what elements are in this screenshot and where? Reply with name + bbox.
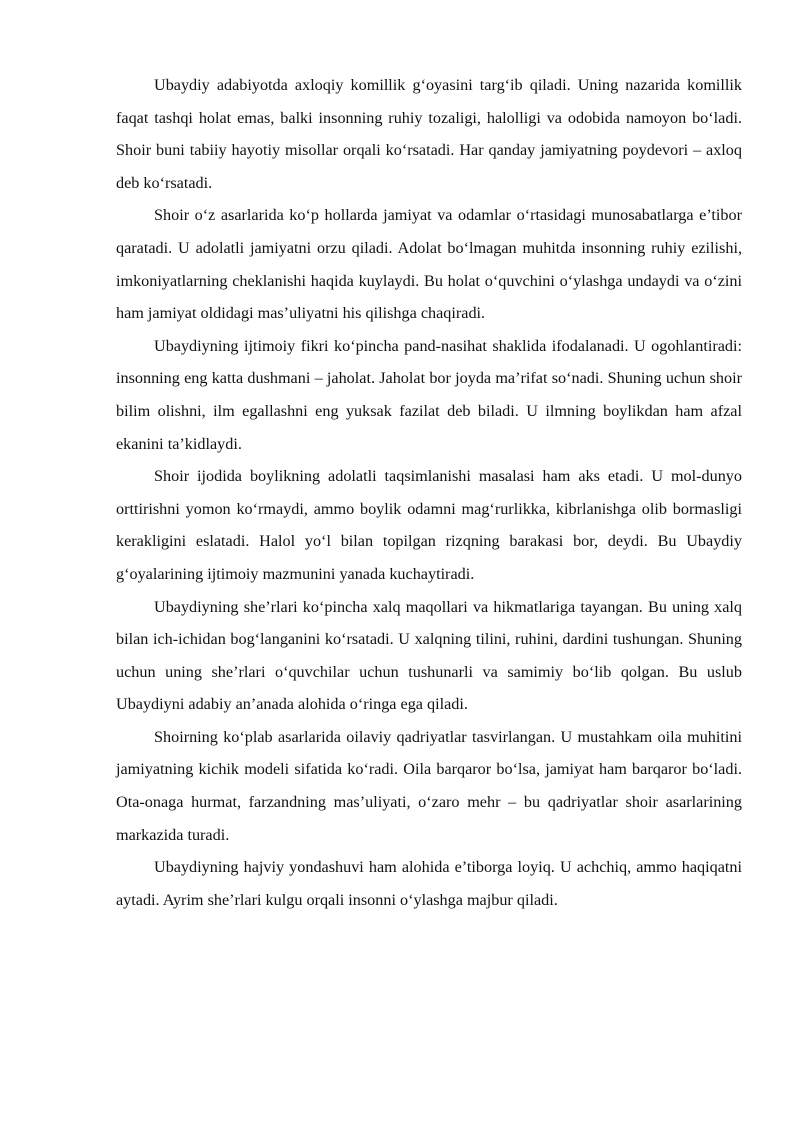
- paragraph: Ubaydiyning ijtimoiy fikri ko‘pincha pand-nasihat shaklida ifodalanadi. U ogohlantiradi: insonning eng katta dushmani – jaholat. Jaholat bor joyda ma’rifat so‘nadi. Shuning uchun shoir bilim olishni, ilm egallashni eng yuksak fazilat deb biladi. U ilmning boylikdan ham afzal ekanini ta’kidlaydi.: [116, 336, 742, 453]
- document-page: [116, 69, 742, 916]
- paragraph: Shoirning ko‘plab asarlarida oilaviy qadriyatlar tasvirlangan. U mustahkam oila muhitini jamiyatning kichik modeli sifatida ko‘radi. Oila barqaror bo‘lsa, jamiyat ham barqaror bo‘ladi. Ota-onaga hurmat, farzandning mas’uliyati, o‘zaro mehr – bu qadriyatlar shoir asarlarining markazida turadi.: [116, 727, 742, 844]
- paragraph: Ubaydiy adabiyotda axloqiy komillik g‘oyasini targ‘ib qiladi. Uning nazarida komillik faqat tashqi holat emas, balki insonning ruhiy tozaligi, halolligi va odobida namoyon bo‘ladi. Shoir buni tabiiy hayotiy misollar orqali ko‘rsatadi. Har qanday jamiyatning poydevori – axloq deb ko‘rsatadi.: [116, 76, 742, 192]
- paragraph: Shoir o‘z asarlarida ko‘p hollarda jamiyat va odamlar o‘rtasidagi munosabatlarga e’tibor qaratadi. U adolatli jamiyatni orzu qiladi. Adolat bo‘lmagan muhitda insonning ruhiy ezilishi, imkoniyatlarning cheklanishi haqida kuylaydi. Bu holat o‘quvchini o‘ylashga undaydi va o‘zini ham jamiyat oldidagi mas’uliyatni his qilishga chaqiradi.: [116, 206, 742, 323]
- paragraph: Ubaydiyning she’rlari ko‘pincha xalq maqollari va hikmatlariga tayangan. Bu uning xalq bilan ich-ichidan bog‘langanini ko‘rsatadi. U xalqning tilini, ruhini, dardini tushungan. Shuning uchun uning she’rlari o‘quvchilar uchun tushunarli va samimiy bo‘lib qolgan. Bu uslub Ubaydiyni adabiy an’anada alohida o‘ringa ega qiladi.: [116, 597, 742, 714]
- paragraph: Ubaydiyning hajviy yondashuvi ham alohida e’tiborga loyiq. U achchiq, ammo haqiqatni aytadi. Ayrim she’rlari kulgu orqali insonni o‘ylashga majbur qiladi.: [116, 858, 742, 909]
- paragraph: Shoir ijodida boylikning adolatli taqsimlanishi masalasi ham aks etadi. U mol-dunyo orttirishni yomon ko‘rmaydi, ammo boylik odamni mag‘rurlikka, kibrlanishga olib bormasligi kerakligini eslatadi. Halol yo‘l bilan topilgan rizqning barakasi bor, deydi. Bu Ubaydiy g‘oyalarining ijtimoiy mazmunini yanada kuchaytiradi.: [116, 467, 742, 583]
